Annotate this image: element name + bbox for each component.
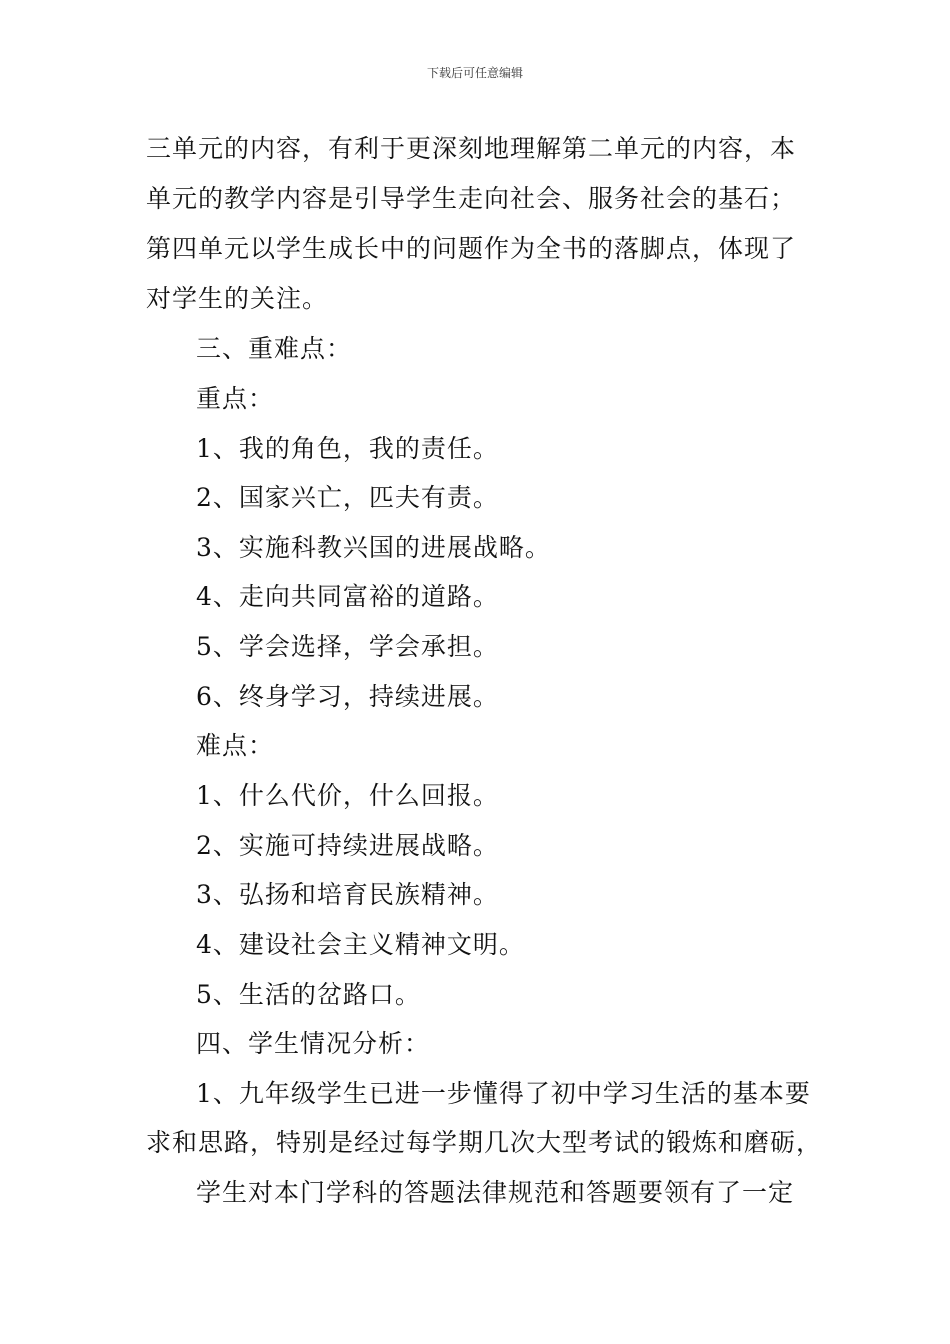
list-item: 1、什么代价，什么回报。 [196,781,499,810]
list-item: 1、我的角色，我的责任。 [196,434,499,463]
list-item: 4、走向共同富裕的道路。 [196,582,499,611]
list-item: 3、实施科教兴国的进展战略。 [196,533,551,562]
paragraph-line: 1、九年级学生已进一步懂得了初中学习生活的基本要 [196,1079,811,1108]
paragraph-line: 学生对本门学科的答题法律规范和答题要领有了一定 [196,1178,795,1207]
paragraph-line: 三单元的内容，有利于更深刻地理解第二单元的内容，本 [146,134,797,163]
paragraph-line: 第四单元以学生成长中的问题作为全书的落脚点，体现了 [146,234,797,263]
subheading: 重点： [196,384,275,413]
subheading: 难点： [196,731,275,760]
paragraph-line: 对学生的关注。 [146,284,329,313]
section-heading: 三、重难点： [196,334,353,363]
list-item: 2、实施可持续进展战略。 [196,831,499,860]
paragraph-line: 求和思路，特别是经过每学期几次大型考试的锻炼和磨砺， [146,1128,823,1157]
paragraph-line: 单元的教学内容是引导学生走向社会、服务社会的基石； [146,184,797,213]
list-item: 5、学会选择，学会承担。 [196,632,499,661]
list-item: 4、建设社会主义精神文明。 [196,930,525,959]
list-item: 3、弘扬和培育民族精神。 [196,880,499,909]
list-item: 6、终身学习，持续进展。 [196,682,499,711]
list-item: 2、国家兴亡，匹夫有责。 [196,483,499,512]
section-heading: 四、学生情况分析： [196,1029,431,1058]
list-item: 5、生活的岔路口。 [196,980,421,1009]
page-header: 下载后可任意编辑 [426,66,523,80]
